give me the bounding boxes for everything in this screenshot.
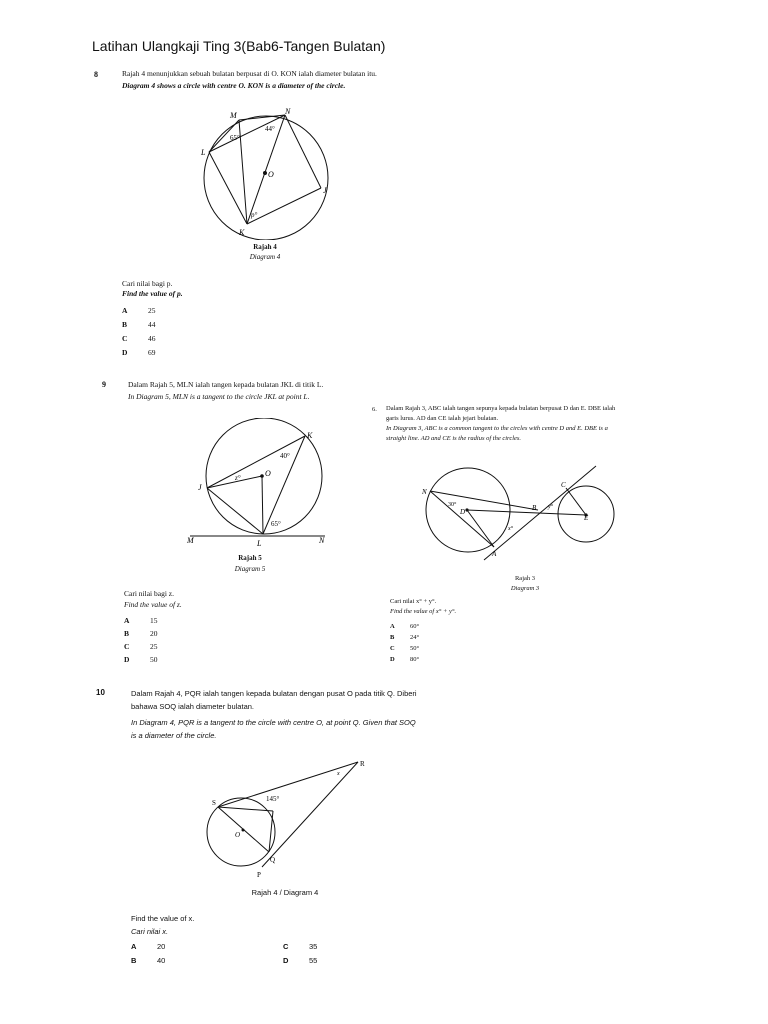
option-value: 50 [150,655,158,664]
option-value: 44 [148,320,156,329]
label-j: J [323,186,327,195]
option-letter: A [131,942,137,951]
option-d[interactable] [283,956,317,965]
label-l: L [257,539,262,548]
angle-44: 44° [265,125,275,133]
option-value: 20 [150,629,158,638]
radius-ad [467,510,494,547]
option-letter: B [390,634,395,641]
question-number: 10 [96,688,105,697]
option-value: 69 [148,348,156,357]
label-o: O [268,170,274,179]
label-n: N [422,488,427,496]
label-k: K [307,431,313,440]
centre-d [465,508,468,511]
ask-english: Find the value of x. [131,914,195,923]
chord-jk [207,436,305,488]
option-letter: D [124,655,130,664]
option-a[interactable] [122,306,156,315]
option-value: 20 [157,942,166,951]
option-value: 46 [148,334,156,343]
option-c[interactable] [390,645,419,652]
option-a[interactable] [124,616,158,625]
option-letter: B [131,956,137,965]
label-p: P [257,871,261,879]
option-letter: C [283,942,289,951]
angle-40: 40° [280,452,290,460]
caption-malay: Rajah 3 [514,575,536,582]
question-number: 9 [102,380,106,389]
question-text-malay-1: Dalam Rajah 4, PQR ialah tangen kepada bulatan dengan pusat O pada titik Q. Diberi [131,689,417,698]
diagram-4-circle [195,105,340,240]
angle-x: x [337,771,340,777]
option-c[interactable] [122,334,156,343]
ask-malay: Cari nilai bagi z. [124,589,174,598]
question-text-english-1: In Diagram 3, ABC is a common tangent to the circles with centre D and E. DBE is a [386,425,608,432]
circle [206,418,322,534]
label-n: N [285,107,291,116]
ask-english: Find the value of z. [124,600,182,609]
option-b[interactable] [124,629,158,638]
label-k: K [239,228,245,237]
option-letter: D [122,348,128,357]
angle-p: p° [251,211,258,219]
chord-nj [285,115,321,188]
ask-malay: Cari nilai bagi p. [122,279,173,288]
chord-jl [207,488,263,534]
label-j: J [198,483,202,492]
angle-145: 145° [266,795,280,803]
label-o: O [265,469,271,478]
option-letter: A [390,623,395,630]
option-letter: B [122,320,128,329]
angle-x: x° [508,526,514,532]
option-d[interactable] [124,655,158,664]
page-title: Latihan Ulangkaji Ting 3(Bab6-Tangen Bulatan) [92,38,386,54]
option-value: 15 [150,616,158,625]
angle-y: y° [548,504,554,510]
option-letter: C [122,334,128,343]
radius-ce [566,488,586,515]
label-m: M [187,536,194,545]
label-c: C [561,481,566,489]
option-value: 55 [309,956,318,965]
label-m: M [230,111,237,120]
diagram-4-tangent [200,755,375,880]
caption-malay: Rajah 5 [238,554,262,562]
question-text-english-2: is a diameter of the circle. [131,731,217,740]
option-a[interactable] [131,942,165,951]
option-c[interactable] [283,942,317,951]
option-value: 60° [410,623,420,630]
option-letter: D [283,956,289,965]
label-l: L [201,148,206,157]
centre-point [263,171,267,175]
centre-point [260,474,264,478]
ask-english: Find the value of x° + y°. [390,608,457,615]
angle-30: 30° [448,502,457,508]
line-nb [430,491,538,510]
label-e: E [584,514,589,522]
label-d: D [460,508,466,516]
angle-65: 65° [230,134,240,142]
option-value: 25 [148,306,156,315]
question-text-malay: Rajah 4 menunjukkan sebuah bulatan berpusat di O. KON ialah diameter bulatan itu. [122,69,377,78]
ask-malay: Cari nilai x. [131,927,169,936]
option-letter: D [390,656,395,663]
option-letter: A [124,616,130,625]
question-text-english: In Diagram 5, MLN is a tangent to the circle JKL at point L. [128,392,310,401]
caption: Rajah 4 / Diagram 4 [251,888,319,897]
question-number: 8 [94,70,98,79]
question-text-malay: Dalam Rajah 5, MLN ialah tangen kepada bulatan JKL di titik L. [128,380,324,389]
caption-english: Diagram 4 [249,253,281,261]
option-d[interactable] [390,656,419,663]
option-value: 40 [157,956,166,965]
question-text-english: Diagram 4 shows a circle with centre O. KON is a diameter of the circle. [122,81,346,90]
caption-english: Diagram 3 [510,585,540,592]
label-r: R [360,760,365,768]
radius-ol [262,476,263,534]
question-text-malay-2: garis lurus. AD dan CE ialah jejari bulatan. [386,415,499,422]
option-value: 35 [309,942,318,951]
option-b[interactable] [131,956,165,965]
option-letter: C [124,642,130,651]
diagram-5-circle [185,418,340,548]
question-text-english-1: In Diagram 4, PQR is a tangent to the circle with centre O, at point Q. Given that SOQ [131,718,416,727]
option-value: 50° [410,645,420,652]
label-q: Q [270,856,276,864]
option-b[interactable] [122,320,156,329]
line-dbe [467,510,586,515]
angle-65: 65° [271,520,281,528]
label-s: S [212,799,216,807]
question-text-malay-2: bahawa SOQ ialah diameter bulatan. [131,702,254,711]
option-letter: B [124,629,130,638]
option-letter: A [122,306,128,315]
question-text-malay-1: Dalam Rajah 3, ABC ialah tangen sepunya kepada bulatan berpusat D dan E. DBE ialah [386,405,616,412]
diagram-3-circles [418,458,618,570]
option-a[interactable] [390,623,419,630]
ask-english: Find the value of p. [122,289,183,298]
question-text-english-2: straight line. AD and CE is the radius of the circles. [386,435,522,442]
option-value: 25 [150,642,158,651]
centre-point [242,829,245,832]
label-n: N [319,536,325,545]
label-o: O [235,831,241,839]
caption-english: Diagram 5 [234,565,266,573]
option-letter: C [390,645,395,652]
question-number: 6. [372,406,377,413]
option-d[interactable] [122,348,156,357]
option-c[interactable] [124,642,158,651]
label-a: A [492,550,497,558]
option-value: 24° [410,634,420,641]
label-b: B [532,504,537,512]
ask-malay: Cari nilai x° + y°. [390,598,437,605]
option-value: 80° [410,656,420,663]
line-na [430,491,494,547]
caption-malay: Rajah 4 [253,243,277,251]
option-b[interactable] [390,634,419,641]
angle-z: z° [235,474,241,482]
chord-kl [263,436,305,534]
